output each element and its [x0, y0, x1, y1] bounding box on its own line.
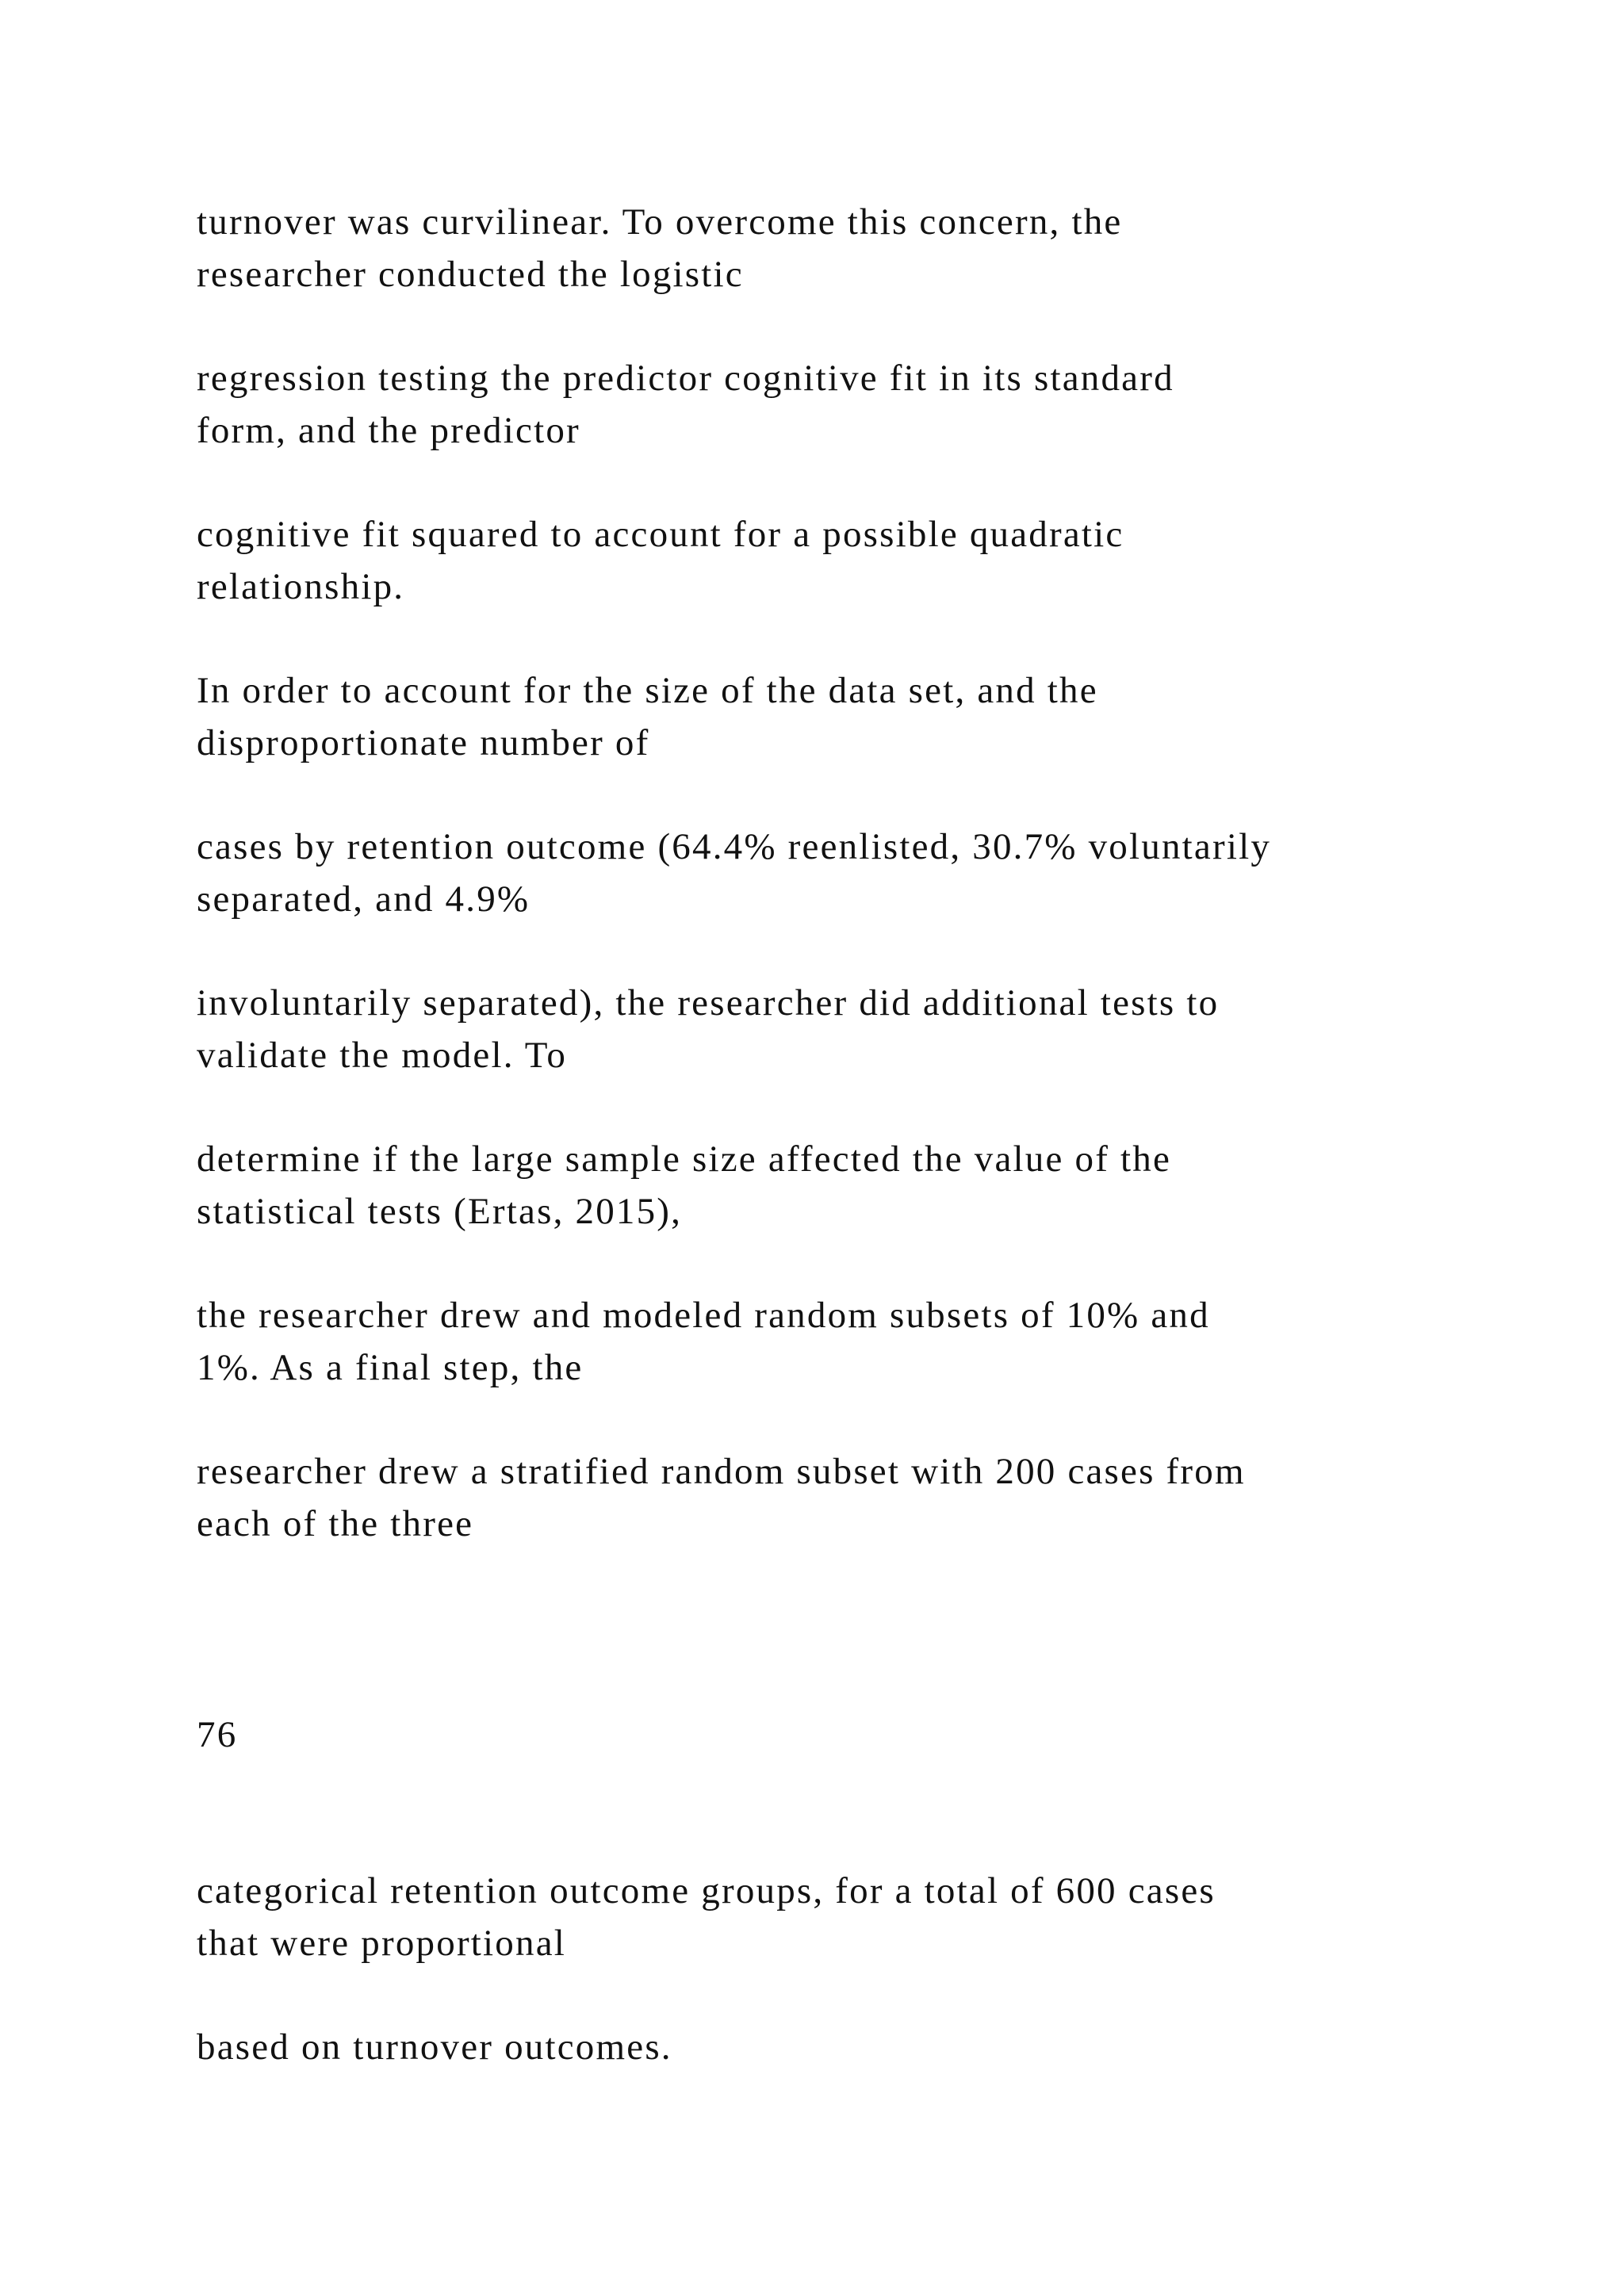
paragraph-4-line-1: In order to account for the size of the data set, and the — [197, 670, 1098, 711]
paragraph-6-line-1: involuntarily separated), the researcher did additional tests to — [197, 982, 1220, 1024]
paragraph-2-line-1: regression testing the predictor cognitive fit in its standard — [197, 358, 1174, 399]
paragraph-9 — [197, 1445, 1545, 1550]
paragraph-7 — [197, 1133, 1545, 1238]
paragraph-6-line-2: validate the model. To — [197, 1035, 568, 1076]
paragraph-1-line-2: researcher conducted the logistic — [197, 254, 744, 295]
paragraph-9-line-1: researcher drew a stratified random subset with 200 cases from — [197, 1451, 1246, 1492]
paragraph-8-line-2: 1%. As a final step, the — [197, 1347, 584, 1388]
paragraph-4 — [197, 664, 1545, 769]
paragraph-5-line-2: separated, and 4.9% — [197, 878, 530, 920]
paragraph-2-line-2: form, and the predictor — [197, 410, 580, 451]
paragraph-5-line-1: cases by retention outcome (64.4% reenlisted, 30.7% voluntarily — [197, 826, 1272, 867]
paragraph-3-line-1: cognitive fit squared to account for a possible quadratic — [197, 514, 1124, 555]
paragraph-8-line-1: the researcher drew and modeled random subsets of 10% and — [197, 1295, 1210, 1336]
paragraph-4-line-2: disproportionate number of — [197, 722, 650, 763]
paragraph-10-line-1: categorical retention outcome groups, for a total of 600 cases — [197, 1870, 1216, 1911]
paragraph-8 — [197, 1289, 1545, 1394]
paragraph-1 — [197, 196, 1545, 300]
paragraph-3 — [197, 508, 1545, 613]
paragraph-11 — [197, 2021, 1545, 2073]
page-number: 76 — [197, 1714, 238, 1755]
paragraph-6 — [197, 977, 1545, 1081]
paragraph-3-line-2: relationship. — [197, 566, 405, 607]
paragraph-5 — [197, 821, 1545, 925]
paragraph-11-line-1: based on turnover outcomes. — [197, 2026, 672, 2068]
paragraph-7-line-1: determine if the large sample size affected the value of the — [197, 1138, 1172, 1180]
paragraph-7-line-2: statistical tests (Ertas, 2015), — [197, 1191, 683, 1232]
paragraph-10-line-2: that were proportional — [197, 1923, 567, 1964]
paragraph-9-line-2: each of the three — [197, 1503, 474, 1544]
paragraph-10 — [197, 1865, 1545, 1969]
paragraph-1-line-1: turnover was curvilinear. To overcome this concern, the — [197, 201, 1123, 243]
paragraph-2 — [197, 352, 1545, 457]
